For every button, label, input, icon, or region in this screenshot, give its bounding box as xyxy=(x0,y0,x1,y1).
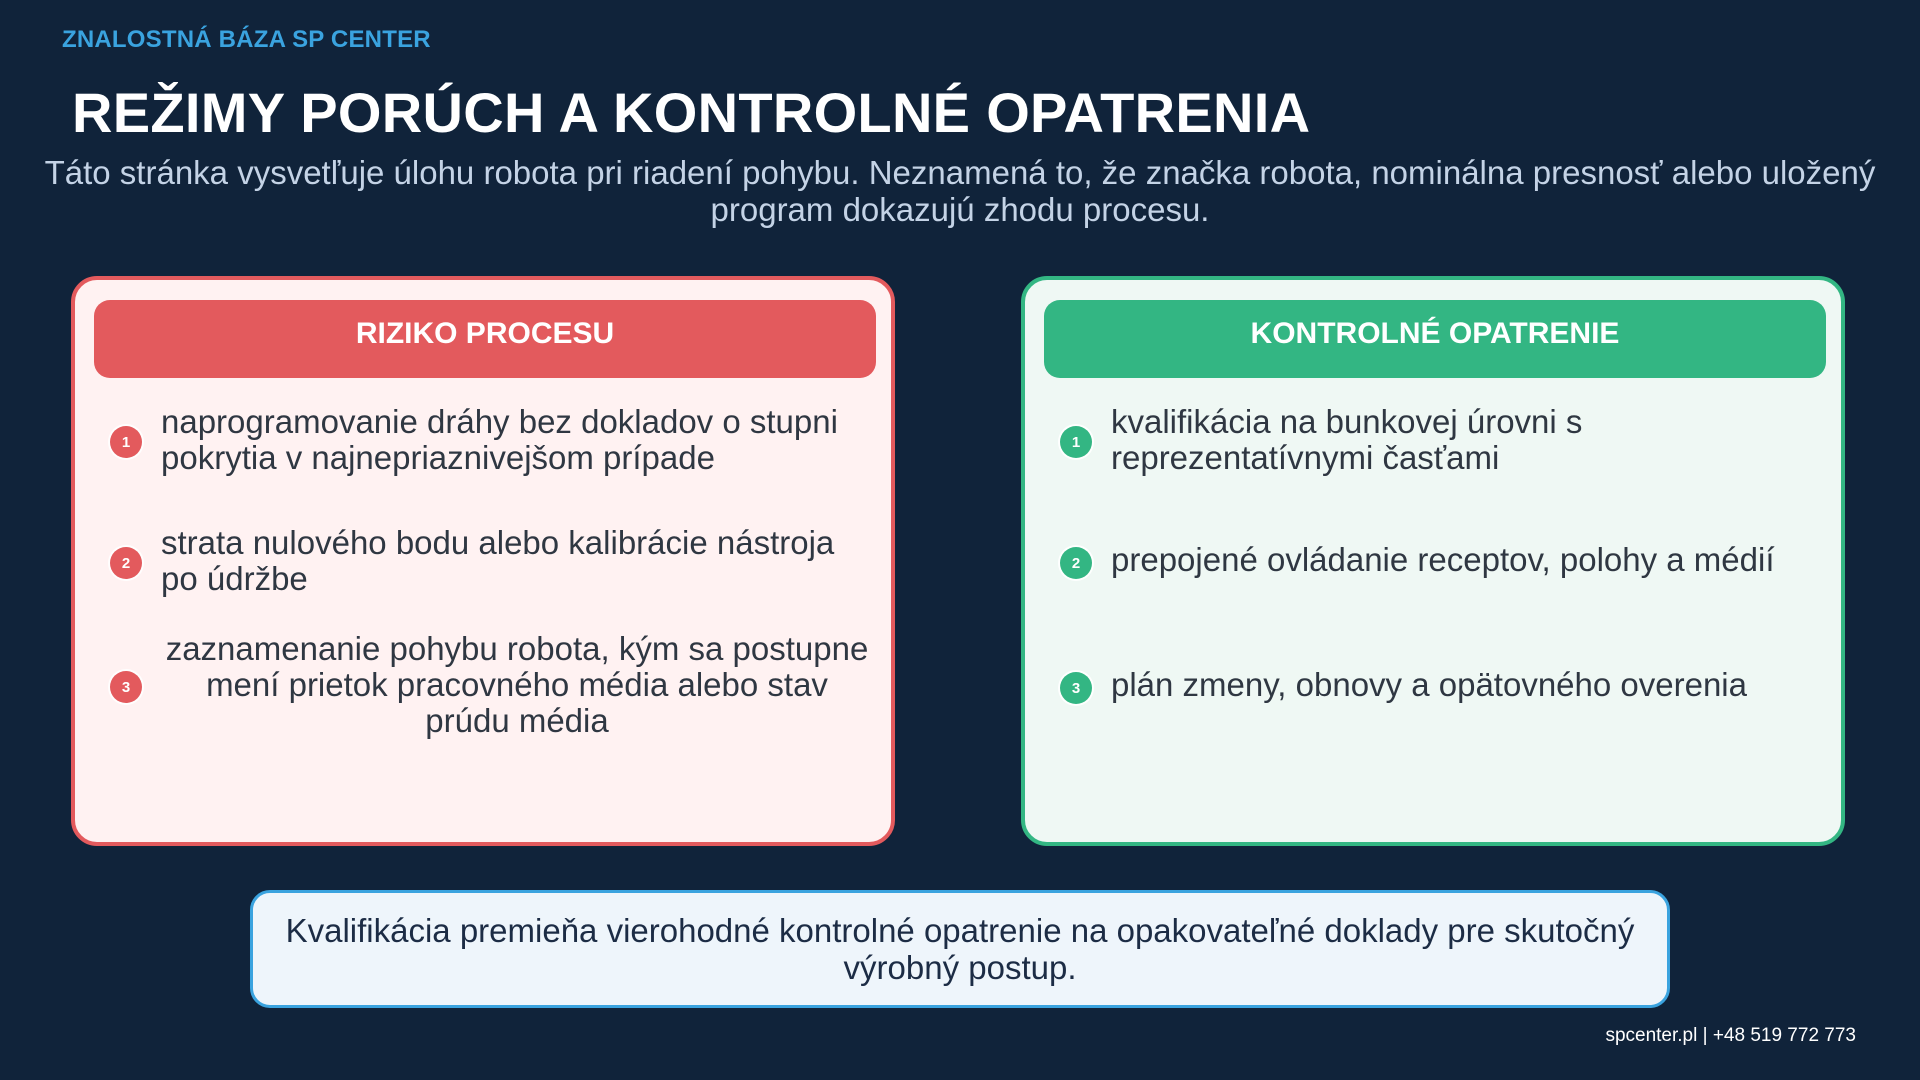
risk-card-header: RIZIKO PROCESU xyxy=(94,300,876,378)
risk-card xyxy=(71,276,895,846)
control-item-text: prepojené ovládanie receptov, polohy a médií xyxy=(1111,541,1775,578)
qualification-callout: Kvalifikácia premieňa vierohodné kontrolné opatrenie na opakovateľné doklady pre skutočný výrobný postup. xyxy=(250,890,1670,1008)
risk-item-text: zaznamenanie pohybu robota, kým sa postupne mení prietok pracovného média alebo stav prúdu média xyxy=(165,630,869,739)
control-card-header: KONTROLNÉ OPATRENIE xyxy=(1044,300,1826,378)
page-title: REŽIMY PORÚCH A KONTROLNÉ OPATRENIA xyxy=(72,81,1311,144)
control-item-text: plán zmeny, obnovy a opätovného overenia xyxy=(1111,666,1747,703)
contact-info: spcenter.pl | +48 519 772 773 xyxy=(1605,1025,1856,1046)
control-item-number-badge: 2 xyxy=(1060,547,1092,579)
risk-item-number-badge: 1 xyxy=(110,426,142,458)
control-item-text: kvalifikácia na bunkovej úrovni s reprezentatívnymi časťami xyxy=(1111,403,1583,476)
risk-item-number-badge: 2 xyxy=(110,547,142,579)
risk-item-number-badge: 3 xyxy=(110,671,142,703)
risk-item-text: strata nulového bodu alebo kalibrácie nástroja po údržbe xyxy=(161,524,835,597)
control-item-number-badge: 1 xyxy=(1060,426,1092,458)
risk-item-text: naprogramovanie dráhy bez dokladov o stupni pokrytia v najnepriaznivejšom prípade xyxy=(161,403,838,476)
control-card xyxy=(1021,276,1845,846)
page-subtitle: Táto stránka vysvetľuje úlohu robota pri riadení pohybu. Neznamená to, že značka robota, nominálna presnosť alebo uložený program dokazujú zhodu procesu. xyxy=(44,154,1876,228)
control-item-number-badge: 3 xyxy=(1060,672,1092,704)
brand-label: ZNALOSTNÁ BÁZA SP CENTER xyxy=(62,26,431,53)
